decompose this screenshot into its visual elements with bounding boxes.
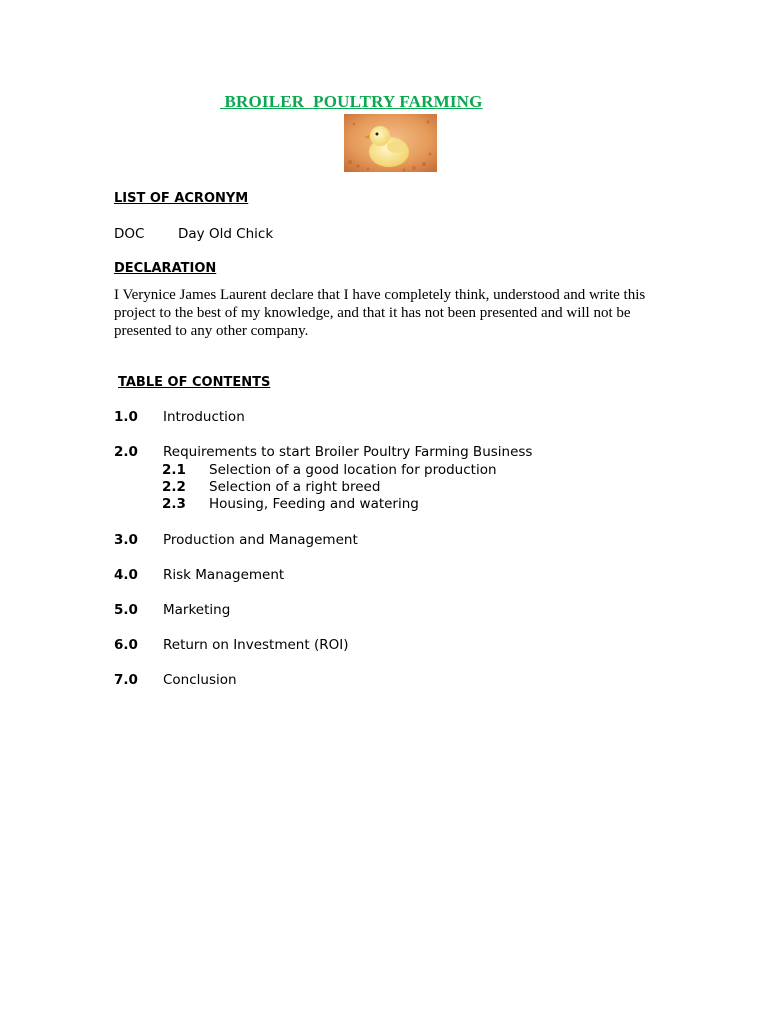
toc-item-number: 5.0	[114, 602, 138, 618]
toc-subitem-label: Selection of a good location for production	[209, 462, 497, 478]
toc-item-label: Production and Management	[163, 532, 358, 548]
toc-subitem-number: 2.2	[162, 479, 186, 495]
toc-item-number: 3.0	[114, 532, 138, 548]
toc-item-label: Return on Investment (ROI)	[163, 637, 349, 653]
acronym-abbr: DOC	[114, 226, 145, 242]
chick-photo-icon	[344, 114, 437, 172]
toc-item-number: 4.0	[114, 567, 138, 583]
toc-item-number: 1.0	[114, 409, 138, 425]
acronym-meaning: Day Old Chick	[178, 226, 274, 242]
toc-item-label: Conclusion	[163, 672, 237, 688]
toc-subitem-label: Housing, Feeding and watering	[209, 496, 419, 512]
toc-subitem-number: 2.3	[162, 496, 186, 512]
toc-item-label: Requirements to start Broiler Poultry Farming Business	[163, 444, 533, 460]
toc-item-label: Marketing	[163, 602, 231, 618]
document-title: BROILER POULTRY FARMING	[220, 92, 483, 111]
declaration-heading: DECLARATION	[114, 261, 217, 276]
toc-item-label: Risk Management	[163, 567, 285, 583]
acronym-heading: LIST OF ACRONYM	[114, 191, 249, 206]
toc-item-number: 2.0	[114, 444, 138, 460]
toc-item-number: 7.0	[114, 672, 138, 688]
declaration-text: I Verynice James Laurent declare that I have completely think, understood and write this project to the best of my knowledge, and that it has not been presented and will not be presented to any other company.	[114, 287, 646, 339]
toc-subitem-number: 2.1	[162, 462, 186, 478]
toc-item-label: Introduction	[163, 409, 245, 425]
toc-subitem-label: Selection of a right breed	[209, 479, 381, 495]
toc-heading: TABLE OF CONTENTS	[118, 375, 271, 390]
toc-item-number: 6.0	[114, 637, 138, 653]
